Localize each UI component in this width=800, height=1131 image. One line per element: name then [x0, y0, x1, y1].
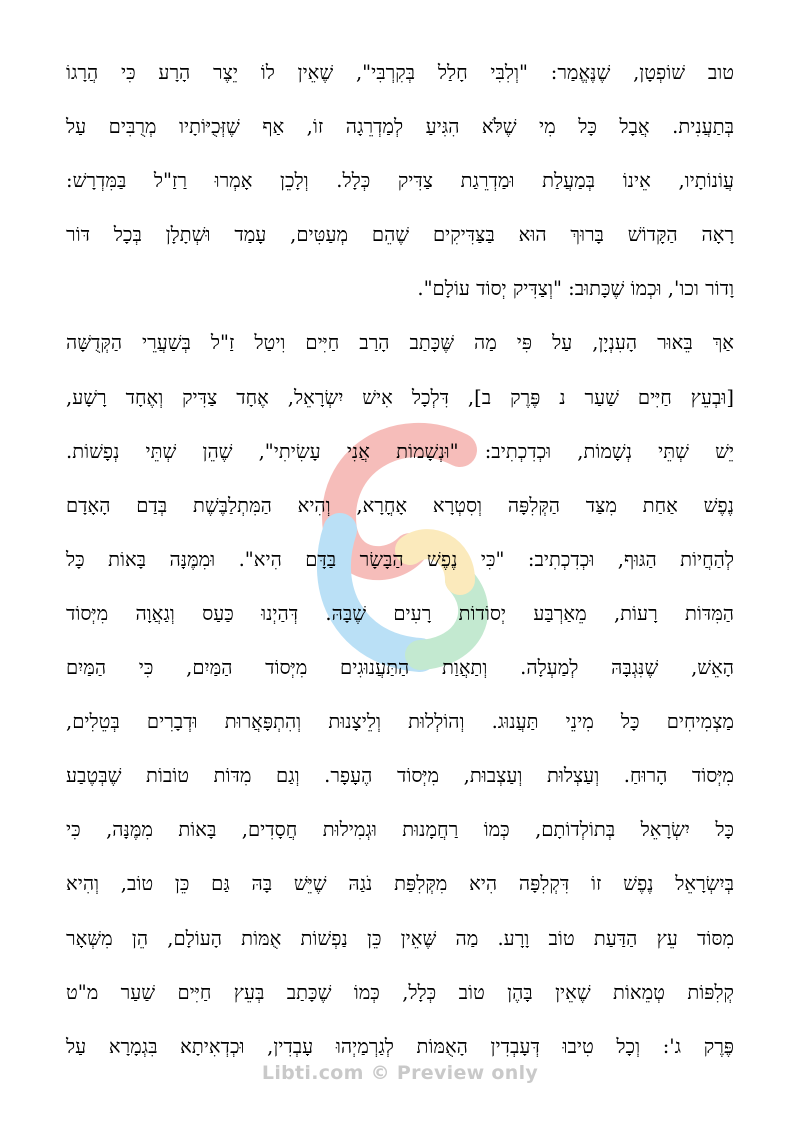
text-line-6: אַךְ בֵּאוּר הָעִנְיָן, עַל פִּי מַה שֶּׁכָּתַב הָרַב חַיִּים וִיטַל זַ"ל בְּשַׁעֲרֵי הַקְּדֻשָּׁה: [66, 331, 734, 355]
text-line-3: עֲוֹנוֹתָיו, אֵינוֹ בְּמַעֲלַת וּמַדְרֵגַת צַדִּיק כְּלָל. וְלָכֵן אָמְרוּ רַזַ"ל בַּמִּדְרָשׁ:: [66, 169, 734, 193]
hebrew-text-block: [66, 46, 734, 1074]
text-line-12: הָאֵשׁ, שֶׁנִּגְבָּהּ לְמַעְלָה. וְתַאֲוַת הַתַּעֲנוּגִים מִיְּסוֹד הַמַּיִם, כִּי הַמַּיִם: [66, 656, 734, 680]
text-line-8: יֵשׁ שְׁתֵּי נְשָׁמוֹת, וּכְדִכְתִיב: "וּנְשָׁמוֹת אֲנִי עָשִׂיתִי", שֶׁהֵן שְׁתֵּי נְפָשׁוֹת.: [66, 439, 734, 463]
text-line-7: [וּבְעֵץ חַיִּים שַׁעַר נ פֶּרֶק ב], דִּלְכָל אִישׁ יִשְׂרָאֵל, אֶחָד צַדִּיק וְאֶחָד רָשָׁע,: [66, 385, 734, 409]
text-line-14: מִיְּסוֹד הָרוּחַ. וְעַצְלוּת וְעַצְבוּת, מִיְּסוֹד הֶעָפָר. וְגַם מִדּוֹת טוֹבוֹת שֶׁבְּטֶבַע: [66, 764, 734, 788]
text-line-15: כָּל יִשְׂרָאֵל בְּתוֹלְדוֹתָם, כְּמוֹ רַחֲמָנוּת וּגְמִילוּת חֲסָדִים, בָּאוֹת מִמֶּנָּה, כִּי: [66, 818, 734, 842]
text-line-9: נֶפֶשׁ אַחַת מִצַּד הַקְּלִפָּה וְסִטְרָא אָחֳרָא, וְהִיא הַמִּתְלַבֶּשֶׁת בְּדַם הָאָדָם: [66, 493, 734, 517]
text-line-13: מַצְמִיחִים כָּל מִינֵי תַּעֲנוּג. וְהוֹלְלוּת וְלֵיצָנוּת וְהִתְפָּאֲרוּת וּדְבָרִים בְּטֵלִים,: [66, 710, 734, 734]
text-line-17: מִסּוֹד עֵץ הַדַּעַת טוֹב וָרָע. מַה שֶּׁאֵין כֵּן נַפְשׁוֹת אֻמּוֹת הָעוֹלָם, הֵן מִשְּׁאָר: [66, 926, 734, 950]
text-line-4: רָאָה הַקָּדוֹשׁ בָּרוּךְ הוּא בַּצַּדִּיקִים שֶׁהֵם מְעַטִּים, עָמַד וּשְׁתָלָן בְּכָל דּוֹר: [66, 223, 734, 247]
text-line-19: פֶּרֶק ג': וְכָל טִיבוּ דְּעָבְדִין הָאֻמּוֹת לְגַרְמַיְהוּ עָבְדִין, וּכְדְאִיתָא בִּגְמָרָא עַל: [66, 1034, 734, 1058]
text-line-10: לְהַחֲיוֹת הַגּוּף, וּכְדִכְתִיב: "כִּי נֶפֶשׁ הַבָּשָׂר בַּדָּם הִיא". וּמִמֶּנָּה בָּאוֹת כָּל: [66, 547, 734, 571]
preview-watermark-text: Libti.com © Preview only: [261, 1062, 539, 1084]
text-line-11: הַמִּדּוֹת רָעוֹת, מֵאַרְבַּע יְסוֹדוֹת רָעִים שֶׁבָּהּ. דְּהַיְנוּ כַּעַס וְגַאֲוָה מִיְּסוֹד: [66, 601, 734, 625]
text-line-2: בְּתַעֲנִית. אֲבָל כָּל מִי שֶׁלֹּא הִגִּיעַ לְמַדְרֵגָה זוֹ, אַף שֶׁזְּכֻיּוֹתָיו מְרֻבִּים עַל: [66, 115, 734, 139]
text-line-18: קְלִפּוֹת טְמֵאוֹת שֶׁאֵין בָּהֶן טוֹב כְּלָל, כְּמוֹ שֶׁכָּתַב בְּעֵץ חַיִּים שַׁעַר מ"ט: [66, 980, 734, 1004]
text-line-1: טוב שׁוֹפְטָן, שֶׁנֶּאֱמַר: "וְלִבִּי חָלַל בְּקִרְבִּי", שֶׁאֵין לוֹ יֵצֶר הָרָע כִּי הֲרָגוֹ: [66, 61, 734, 84]
text-line-5: וָדוֹר וכו', וּכְמוֹ שֶׁכָּתוּב: "וְצַדִּיק יְסוֹד עוֹלָם".: [417, 277, 734, 301]
text-line-16: בְּיִשְׂרָאֵל נֶפֶשׁ זוֹ דִּקְלִפָּה הִיא מִקְּלִפַּת נֹגַהּ שֶׁיֵּשׁ בָּהּ גַּם כֵּן טוֹב, וְהִיא: [66, 872, 734, 896]
